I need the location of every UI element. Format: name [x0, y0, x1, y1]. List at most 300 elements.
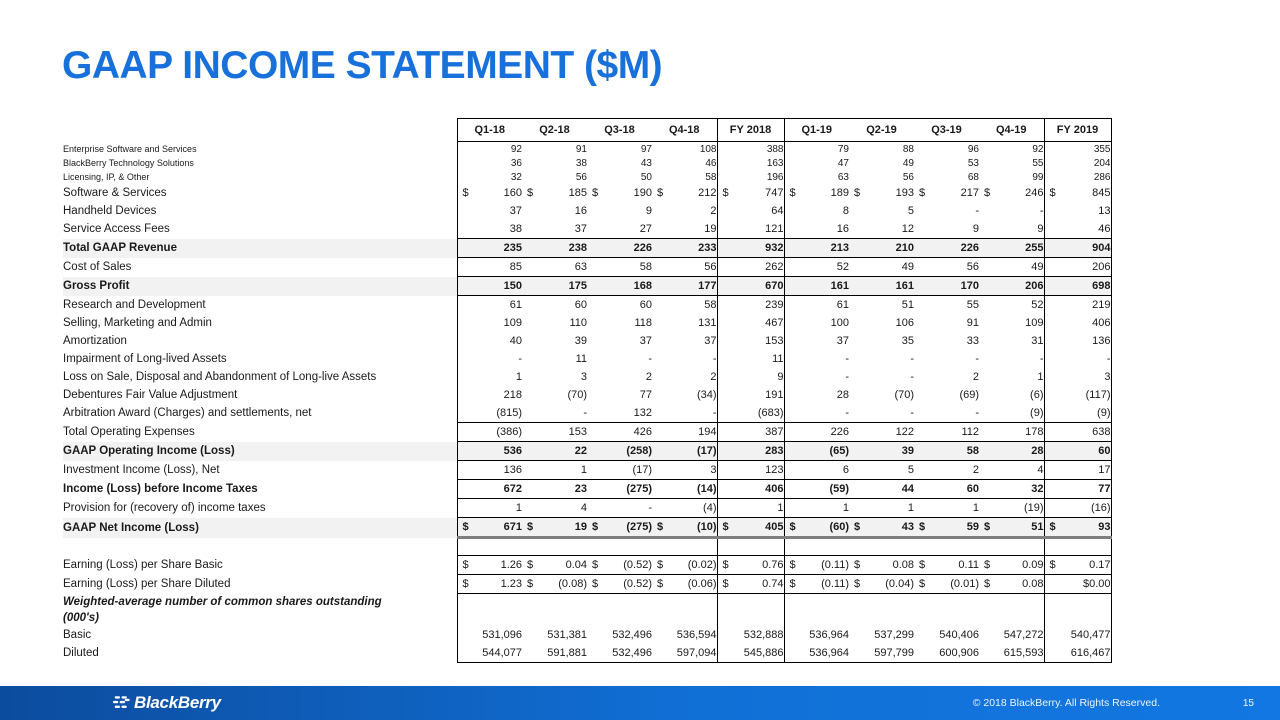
value-cell: 591,881: [522, 644, 587, 663]
value-cell: 131: [652, 314, 717, 332]
value-cell: 11: [575, 353, 587, 365]
row-label: Loss on Sale, Disposal and Abandonment of Long-live Assets: [63, 371, 377, 383]
value-cell: [979, 594, 1044, 611]
value-cell: -: [652, 350, 717, 368]
value-cell: $ 217: [919, 187, 979, 199]
value-cell: 1: [972, 502, 979, 514]
value-cell: 58: [652, 296, 717, 315]
value-cell: [522, 610, 587, 626]
value-cell: 52: [979, 296, 1044, 315]
value-cell: 168: [587, 277, 652, 296]
table-row: [63, 258, 1111, 277]
column-header: Q2-18: [522, 119, 587, 142]
table-row: [63, 644, 1111, 663]
value-cell: -: [979, 350, 1044, 368]
value-cell: 46: [652, 156, 717, 170]
value-cell: 532,888: [717, 626, 784, 644]
column-header-row: [63, 119, 1111, 142]
spacer-row: [63, 538, 1111, 556]
value-cell: 1: [907, 502, 914, 514]
value-cell: 122: [849, 423, 914, 442]
row-label: Basic: [63, 629, 92, 641]
value-cell: -: [845, 407, 849, 419]
value-cell: 4: [580, 502, 587, 514]
value-cell: (70): [894, 389, 914, 401]
table-body: [63, 142, 1111, 663]
value-cell: [652, 594, 717, 611]
value-cell: 406: [1044, 314, 1111, 332]
value-cell: [587, 610, 652, 626]
value-cell: 97: [640, 143, 652, 155]
value-cell: 77: [1044, 480, 1111, 499]
value-cell: [914, 538, 979, 556]
value-cell: [717, 610, 784, 626]
value-cell: 163: [717, 156, 784, 170]
value-cell: 177: [652, 277, 717, 296]
value-cell: $ (0.06): [652, 575, 717, 594]
value-cell: 132: [633, 407, 652, 419]
value-cell: 286: [1044, 170, 1111, 184]
value-cell: $ (0.04): [849, 575, 914, 594]
value-cell: 540,477: [1044, 626, 1111, 644]
table-row: [63, 480, 1111, 499]
value-cell: 53: [967, 157, 979, 169]
value-cell: $ (0.02): [652, 556, 717, 575]
value-cell: [849, 538, 914, 556]
table-row: [63, 575, 1111, 594]
value-cell: 531,381: [547, 629, 587, 641]
value-cell: 92: [979, 142, 1044, 157]
value-cell: 4: [979, 461, 1044, 480]
table-row: [63, 386, 1111, 404]
value-cell: 85: [457, 258, 522, 277]
value-cell: 9: [972, 223, 979, 235]
value-cell: $ 0.17: [1044, 556, 1111, 575]
value-cell: 28: [979, 442, 1044, 461]
value-cell: 56: [652, 258, 717, 277]
table-row: [63, 156, 1111, 170]
value-cell: 88: [902, 143, 914, 155]
value-cell: -: [910, 371, 914, 383]
value-cell: (9): [1044, 404, 1111, 423]
value-cell: $ 43: [849, 518, 914, 538]
value-cell: 47: [837, 157, 849, 169]
value-cell: (386): [457, 423, 522, 442]
value-cell: 226: [587, 239, 652, 258]
value-cell: $ (0.52): [587, 575, 652, 594]
value-cell: 238: [522, 239, 587, 258]
row-label: Arbitration Award (Charges) and settlements, net: [63, 407, 312, 420]
row-label: Enterprise Software and Services: [63, 143, 197, 154]
value-cell: 532,496: [612, 629, 652, 641]
value-cell: [784, 594, 849, 611]
value-cell: (9): [979, 404, 1044, 423]
value-cell: $ (0.52): [587, 556, 652, 575]
value-cell: 99: [979, 170, 1044, 184]
value-cell: 31: [979, 332, 1044, 350]
value-cell: 13: [1044, 202, 1111, 220]
value-cell: 210: [849, 239, 914, 258]
value-cell: -: [583, 407, 587, 419]
value-cell: 9: [717, 368, 784, 386]
column-header: Q1-18: [457, 119, 522, 142]
value-cell: $ 19: [522, 518, 587, 538]
value-cell: 219: [1044, 296, 1111, 315]
value-cell: 60: [639, 299, 652, 311]
row-label: Weighted-average number of common shares outstanding: [63, 595, 382, 608]
row-label: Selling, Marketing and Admin: [63, 317, 212, 329]
value-cell: 153: [717, 332, 784, 350]
value-cell: 44: [849, 480, 914, 499]
table-row: [63, 277, 1111, 296]
value-cell: 226: [784, 423, 849, 442]
value-cell: 153: [522, 423, 587, 442]
value-cell: 136: [1044, 332, 1111, 350]
value-cell: $ 93: [1044, 518, 1111, 538]
value-cell: $ (0.11): [784, 556, 849, 575]
table-row: [63, 332, 1111, 350]
value-cell: 388: [717, 142, 784, 157]
value-cell: 17: [1044, 461, 1111, 480]
value-cell: 536: [457, 442, 522, 461]
column-header: FY 2019: [1044, 119, 1111, 142]
table-row: [63, 461, 1111, 480]
value-cell: 1: [717, 499, 784, 518]
value-cell: 38: [457, 220, 522, 239]
value-cell: [457, 538, 522, 556]
value-cell: 49: [979, 258, 1044, 277]
row-label: Earning (Loss) per Share Basic: [63, 559, 223, 571]
value-cell: 92: [457, 142, 522, 157]
value-cell: 35: [901, 335, 914, 347]
income-statement-table: [63, 118, 1112, 663]
value-cell: 218: [457, 386, 522, 404]
table-row: [63, 239, 1111, 258]
blackberry-logo-icon: [112, 695, 130, 711]
value-cell: 1: [979, 368, 1044, 386]
value-cell: [717, 538, 784, 556]
value-cell: (16): [1044, 499, 1111, 518]
value-cell: $ 212: [652, 184, 717, 202]
value-cell: 547,272: [979, 626, 1044, 644]
value-cell: 22: [522, 442, 587, 461]
value-cell: 536,964: [784, 644, 849, 663]
value-cell: $ 59: [914, 518, 979, 538]
row-label: Service Access Fees: [63, 223, 170, 236]
value-cell: 597,094: [652, 644, 717, 663]
value-cell: 96: [967, 143, 979, 155]
value-cell: 60: [574, 299, 587, 311]
value-cell: 170: [914, 277, 979, 296]
value-cell: $ 0.76: [717, 556, 784, 575]
column-header: Q4-19: [979, 119, 1044, 142]
value-cell: $ 193: [854, 187, 914, 199]
value-cell: 206: [979, 277, 1044, 296]
value-cell: 597,799: [849, 644, 914, 663]
value-cell: 8: [842, 205, 849, 217]
value-cell: 9: [645, 205, 652, 217]
value-cell: 56: [575, 171, 587, 183]
value-cell: [652, 538, 717, 556]
value-cell: -: [845, 371, 849, 383]
value-cell: 37: [574, 223, 587, 235]
table-row: [63, 202, 1111, 220]
copyright-text: © 2018 BlackBerry. All Rights Reserved.: [972, 697, 1160, 709]
value-cell: 38: [575, 157, 587, 169]
value-cell: 3: [652, 461, 717, 480]
value-cell: $ 189: [789, 187, 849, 199]
page-number: 15: [1242, 697, 1254, 709]
row-label: Amortization: [63, 335, 127, 347]
value-cell: 63: [574, 261, 587, 273]
value-cell: 616,467: [1044, 644, 1111, 663]
value-cell: 6: [784, 461, 849, 480]
value-cell: $ 51: [979, 518, 1044, 538]
value-cell: -: [1044, 350, 1111, 368]
value-cell: [849, 594, 914, 611]
value-cell: 60: [1044, 442, 1111, 461]
value-cell: 68: [967, 171, 979, 183]
value-cell: 108: [652, 142, 717, 157]
value-cell: 537,299: [874, 629, 914, 641]
value-cell: (17): [652, 442, 717, 461]
column-header: Q2-19: [849, 119, 914, 142]
value-cell: 615,593: [979, 644, 1044, 663]
value-cell: $ 190: [592, 187, 652, 199]
value-cell: 100: [830, 317, 849, 329]
column-header: Q3-19: [914, 119, 979, 142]
value-cell: 2: [645, 371, 652, 383]
value-cell: 932: [717, 239, 784, 258]
value-cell: 55: [979, 156, 1044, 170]
value-cell: 150: [457, 277, 522, 296]
value-cell: [914, 594, 979, 611]
value-cell: -: [975, 407, 979, 419]
value-cell: 91: [966, 317, 979, 329]
row-label: Impairment of Long-lived Assets: [63, 353, 227, 365]
value-cell: 5: [907, 205, 914, 217]
value-cell: 1: [457, 368, 522, 386]
table-row: [63, 499, 1111, 518]
row-label: GAAP Operating Income (Loss): [63, 442, 457, 461]
value-cell: $ 0.08: [979, 575, 1044, 594]
row-label: [63, 538, 457, 556]
value-cell: [784, 538, 849, 556]
value-cell: 3: [1044, 368, 1111, 386]
table-row: [63, 184, 1111, 202]
value-cell: 64: [717, 202, 784, 220]
value-cell: 112: [914, 423, 979, 442]
value-cell: $ 0.08: [849, 556, 914, 575]
value-cell: 46: [1044, 220, 1111, 239]
table-row: [63, 556, 1111, 575]
value-cell: 178: [979, 423, 1044, 442]
value-cell: [1044, 594, 1111, 611]
value-cell: (6): [979, 386, 1044, 404]
value-cell: 191: [717, 386, 784, 404]
value-cell: 235: [457, 239, 522, 258]
value-cell: -: [845, 353, 849, 365]
row-label: Earning (Loss) per Share Diluted: [63, 578, 231, 590]
value-cell: -: [648, 353, 652, 365]
table-row: [63, 626, 1111, 644]
value-cell: 63: [837, 171, 849, 183]
value-cell: 2: [652, 368, 717, 386]
value-cell: $0.00: [1044, 575, 1111, 594]
value-cell: $ 0.74: [717, 575, 784, 594]
row-label: GAAP Net Income (Loss): [63, 518, 457, 538]
value-cell: 12: [901, 223, 914, 235]
table-row: [63, 314, 1111, 332]
header-corner: [63, 119, 457, 142]
footer-bar: [0, 686, 1280, 720]
value-cell: 544,077: [457, 644, 522, 663]
value-cell: 39: [849, 442, 914, 461]
value-cell: [979, 610, 1044, 626]
value-cell: 49: [901, 261, 914, 273]
value-cell: 698: [1044, 277, 1111, 296]
value-cell: 233: [652, 239, 717, 258]
value-cell: 262: [717, 258, 784, 277]
value-cell: 28: [836, 389, 849, 401]
value-cell: (69): [959, 389, 979, 401]
value-cell: $ 747: [717, 184, 784, 202]
value-cell: 16: [836, 223, 849, 235]
value-cell: 43: [640, 157, 652, 169]
value-cell: 672: [457, 480, 522, 499]
value-cell: $ 185: [527, 187, 587, 199]
value-cell: $ 405: [717, 518, 784, 538]
value-cell: 3: [580, 371, 587, 383]
value-cell: (59): [784, 480, 849, 499]
column-header: Q3-18: [587, 119, 652, 142]
value-cell: 11: [717, 350, 784, 368]
table-row: [63, 594, 1111, 611]
value-cell: 9: [979, 220, 1044, 239]
value-cell: (70): [567, 389, 587, 401]
value-cell: 600,906: [914, 644, 979, 663]
column-header: Q1-19: [784, 119, 849, 142]
value-cell: [914, 610, 979, 626]
value-cell: 2: [914, 461, 979, 480]
value-cell: 532,496: [587, 644, 652, 663]
column-header: Q4-18: [652, 119, 717, 142]
table-row: [63, 350, 1111, 368]
table-row: [63, 142, 1111, 157]
row-label: Total GAAP Revenue: [63, 239, 457, 258]
value-cell: (117): [1044, 386, 1111, 404]
blackberry-logo: [112, 693, 221, 713]
table-row: [63, 610, 1111, 626]
blackberry-logo-text: BlackBerry: [134, 693, 221, 712]
value-cell: $ (10): [652, 518, 717, 538]
value-cell: [587, 538, 652, 556]
row-label: Income (Loss) before Income Taxes: [63, 483, 258, 495]
row-label: (000's): [63, 612, 99, 624]
table-row: [63, 423, 1111, 442]
value-cell: 58: [652, 170, 717, 184]
value-cell: 1: [842, 502, 849, 514]
value-cell: 56: [966, 261, 979, 273]
value-cell: 536,964: [809, 629, 849, 641]
value-cell: 406: [717, 480, 784, 499]
value-cell: 204: [1044, 156, 1111, 170]
value-cell: $ (0.11): [784, 575, 849, 594]
value-cell: -: [652, 404, 717, 423]
value-cell: 123: [717, 461, 784, 480]
value-cell: -: [975, 353, 979, 365]
value-cell: 283: [717, 442, 784, 461]
value-cell: (34): [652, 386, 717, 404]
value-cell: 49: [902, 157, 914, 169]
value-cell: 670: [717, 277, 784, 296]
value-cell: 27: [639, 223, 652, 235]
row-label: Investment Income (Loss), Net: [63, 464, 220, 476]
value-cell: 32: [457, 170, 522, 184]
value-cell: 37: [457, 202, 522, 220]
value-cell: 37: [639, 335, 652, 347]
table-row: [63, 442, 1111, 461]
value-cell: (275): [587, 480, 652, 499]
value-cell: 109: [979, 314, 1044, 332]
value-cell: [457, 610, 522, 626]
value-cell: 161: [784, 277, 849, 296]
value-cell: 255: [979, 239, 1044, 258]
value-cell: 52: [836, 261, 849, 273]
value-cell: 16: [574, 205, 587, 217]
table-row: [63, 368, 1111, 386]
value-cell: 213: [784, 239, 849, 258]
value-cell: 23: [522, 480, 587, 499]
page-title: GAAP INCOME STATEMENT ($M): [62, 44, 663, 87]
row-label: Licensing, IP, & Other: [63, 172, 150, 182]
value-cell: 32: [979, 480, 1044, 499]
value-cell: $ 0.09: [979, 556, 1044, 575]
value-cell: [457, 594, 522, 611]
row-label: Gross Profit: [63, 277, 457, 296]
value-cell: 51: [901, 299, 914, 311]
value-cell: (815): [457, 404, 522, 423]
table-row: [63, 518, 1111, 538]
value-cell: [1044, 538, 1111, 556]
value-cell: 110: [569, 317, 587, 329]
value-cell: 58: [639, 261, 652, 273]
table-row: [63, 170, 1111, 184]
value-cell: (683): [717, 404, 784, 423]
value-cell: 61: [457, 296, 522, 315]
column-header: FY 2018: [717, 119, 784, 142]
value-cell: 545,886: [717, 644, 784, 663]
value-cell: 226: [914, 239, 979, 258]
value-cell: 50: [640, 171, 652, 183]
value-cell: 239: [717, 296, 784, 315]
value-cell: 39: [574, 335, 587, 347]
value-cell: 56: [902, 171, 914, 183]
value-cell: [784, 610, 849, 626]
value-cell: 467: [717, 314, 784, 332]
value-cell: [1044, 610, 1111, 626]
value-cell: 1: [522, 461, 587, 480]
table-row: [63, 404, 1111, 423]
value-cell: 136: [457, 461, 522, 480]
row-label: Software & Services: [63, 187, 167, 199]
value-cell: (4): [652, 499, 717, 518]
value-cell: [717, 594, 784, 611]
value-cell: (17): [587, 461, 652, 480]
value-cell: $ 0.11: [914, 556, 979, 575]
value-cell: 55: [966, 299, 979, 311]
value-cell: 904: [1044, 239, 1111, 258]
